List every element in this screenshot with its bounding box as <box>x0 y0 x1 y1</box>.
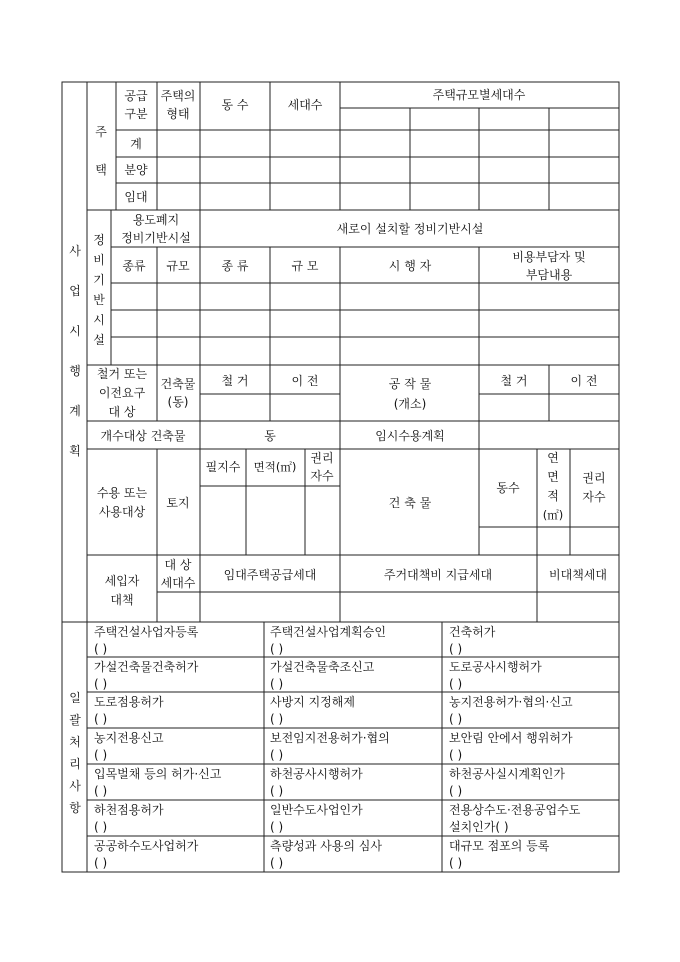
rights-label-1: 권리 <box>310 451 334 465</box>
batch-paren: ( ) <box>94 748 108 762</box>
expropriation-label-2: 사용대상 <box>98 505 146 519</box>
structure-label-1: 공 작 물 <box>388 377 432 391</box>
batch-item: 도로점용허가 <box>94 695 164 709</box>
batch-paren: ( ) <box>270 712 284 726</box>
batch-item: 하천점용허가 <box>94 803 164 817</box>
rental-households: 임대주택공급세대 <box>223 568 317 582</box>
demolish2-label: 철 거 <box>500 374 528 388</box>
col-form-1: 주택의 <box>160 89 196 103</box>
col-households: 세대수 <box>287 98 323 112</box>
area2-label-3: 적 <box>547 489 559 503</box>
disused-header-2: 정비기반시설 <box>121 231 191 245</box>
batch-item: 하천공사실시계획인가 <box>449 767 565 781</box>
batch-item: 도로공사시행허가 <box>449 660 542 674</box>
batch-paren: ( ) <box>449 642 463 656</box>
area2-label-1: 연 <box>547 451 559 465</box>
col-form-2: 형태 <box>166 107 190 121</box>
batch-item: 건축허가 <box>449 625 496 639</box>
col-supply-1: 공급 <box>124 89 148 103</box>
area-label: 면적(㎡) <box>253 460 297 474</box>
rights-label-2: 자수 <box>310 469 334 483</box>
batch-paren: ( ) <box>449 712 463 726</box>
batch-paren: ( ) <box>94 856 108 870</box>
batch-paren: ( ) <box>270 642 284 656</box>
no-measure-households: 비대책세대 <box>549 568 607 582</box>
batch-paren: ( ) <box>270 677 284 691</box>
batch-item: 사방지 지정해제 <box>270 695 355 709</box>
batch-item: 전용상수도·전용공업수도 <box>449 803 581 817</box>
batch-item: 가설건축물건축허가 <box>94 660 199 674</box>
batch-item: 주택건설사업계획승인 <box>270 625 386 639</box>
tenant-target-1: 대 상 <box>164 558 192 572</box>
batch-paren: ( ) <box>94 784 108 798</box>
col-supply-2: 구분 <box>124 107 148 121</box>
demolition-label-2: 이전요구 <box>98 386 146 400</box>
batch-item: 공공하수도사업허가 <box>94 839 199 853</box>
batch-paren: ( ) <box>449 856 463 870</box>
col-cost-1: 비용부담자 및 <box>512 250 586 264</box>
row-rent: 임대 <box>124 190 148 204</box>
repair-unit: 동 <box>264 429 276 443</box>
demolition-label-1: 철거 또는 <box>96 367 148 381</box>
disused-header-1: 용도폐지 <box>132 213 180 227</box>
batch-item: 농지전용허가·협의·신고 <box>449 695 573 709</box>
batch-paren: ( ) <box>449 748 463 762</box>
batch-paren: ( ) <box>270 784 284 798</box>
structure-label-2: (개소) <box>393 397 427 411</box>
count-label: 동수 <box>496 481 520 495</box>
parcels-label: 필지수 <box>205 460 241 474</box>
col-type2: 종 류 <box>221 259 249 273</box>
batch-item: 일반수도사업인가 <box>270 803 363 817</box>
batch-item: 보전임지전용허가·협의 <box>270 731 390 745</box>
batch-paren: ( ) <box>94 677 108 691</box>
batch-paren: ( ) <box>449 677 463 691</box>
col-cost-2: 부담내용 <box>525 268 573 282</box>
batch-item: 입목벌채 등의 허가·신고 <box>94 767 222 781</box>
expropriation-label-1: 수용 또는 <box>96 486 148 500</box>
batch-paren: ( ) <box>449 784 463 798</box>
area2-label-2: 면 <box>547 470 559 484</box>
batch-paren: ( ) <box>270 748 284 762</box>
batch-paren: ( ) <box>270 856 284 870</box>
row-sale: 분양 <box>124 163 148 177</box>
batch-item: 농지전용신고 <box>94 731 164 745</box>
batch-item: 측량성과 사용의 심사 <box>270 839 382 853</box>
col-scale: 규모 <box>166 259 190 273</box>
batch-item: 주택건설사업자등록 <box>94 625 199 639</box>
col-executor: 시 행 자 <box>388 259 432 273</box>
batch-item: 대규모 점포의 등록 <box>449 839 550 853</box>
col-size-header: 주택규모별세대수 <box>432 88 526 102</box>
temp-housing-label: 임시수용계획 <box>375 429 445 443</box>
demolition-label-3: 대 상 <box>108 405 136 419</box>
batch-paren: ( ) <box>270 820 284 834</box>
relocate-label: 이 전 <box>291 374 319 388</box>
col-scale2: 규 모 <box>291 259 319 273</box>
demolish-label: 철 거 <box>221 374 249 388</box>
batch-item-line2: 설치인가( ) <box>449 820 509 834</box>
row-total: 계 <box>130 137 142 151</box>
batch-paren: ( ) <box>94 820 108 834</box>
rights2-label-2: 자수 <box>582 490 606 504</box>
tenant-label-1: 세입자 <box>104 574 140 588</box>
batch-item: 가설건축물축조신고 <box>270 660 375 674</box>
building-label: 건 축 물 <box>388 496 432 510</box>
tenant-target-2: 세대수 <box>160 576 196 590</box>
batch-item: 하천공사시행허가 <box>270 767 363 781</box>
area2-label-4: (㎡) <box>542 508 564 522</box>
relocate2-label: 이 전 <box>570 374 598 388</box>
batch-paren: ( ) <box>94 712 108 726</box>
repair-label: 개수대상 건축물 <box>100 429 186 443</box>
tenant-label-2: 대책 <box>110 593 134 607</box>
demolition-building-1: 건축물 <box>160 377 196 391</box>
col-buildings: 동 수 <box>221 98 249 112</box>
demolition-building-2: (동) <box>167 395 189 409</box>
land-label: 토지 <box>166 496 190 510</box>
allowance-households: 주거대책비 지급세대 <box>383 568 493 582</box>
batch-paren: ( ) <box>94 642 108 656</box>
batch-item: 보안림 안에서 행위허가 <box>449 731 573 745</box>
col-type: 종류 <box>122 259 146 273</box>
new-infra-header: 새로이 설치할 정비기반시설 <box>336 222 484 236</box>
rights2-label-1: 권리 <box>582 471 606 485</box>
